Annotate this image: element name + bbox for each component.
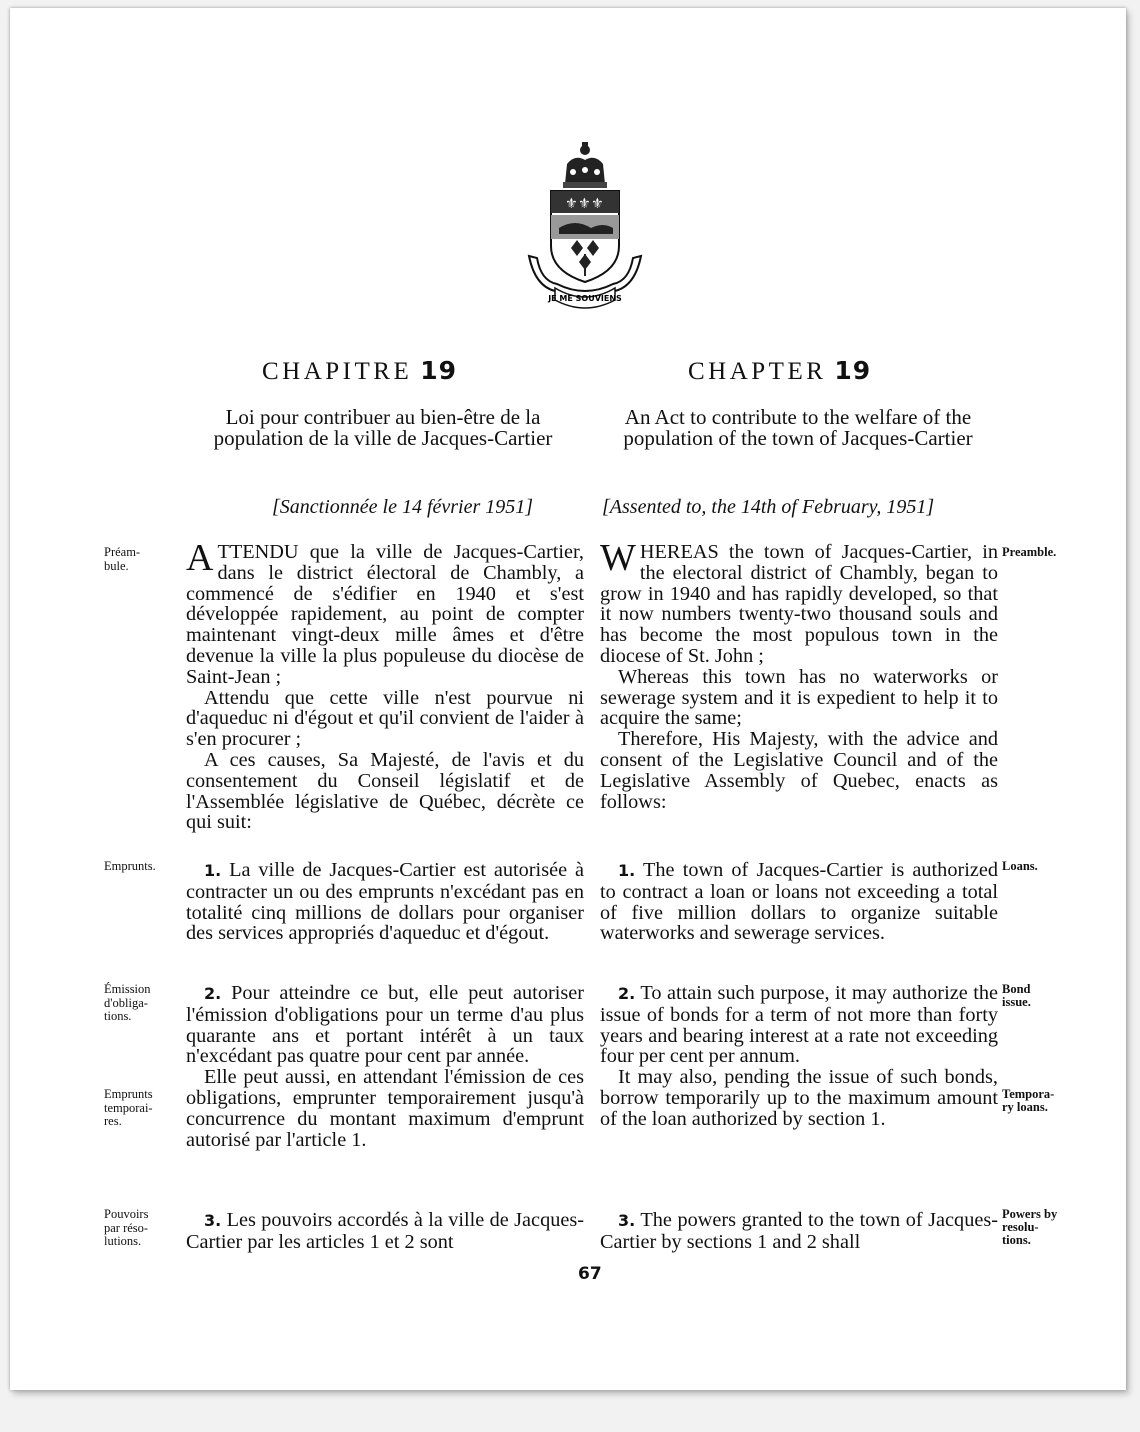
margin-note-powers-fr: Pouvoirs par réso- lutions. (104, 1207, 149, 1248)
drop-cap-en: W (600, 537, 636, 579)
section-1-text-en: The town of Jacques-Cartier is authorized to contract a loan or loans not exceeding a total of five million dollars to organize suitable waterworks and sewerage services. (600, 859, 998, 945)
chapter-heading-fr (262, 356, 457, 386)
margin-note-bonds-fr: Émission d'obliga- tions. (104, 982, 151, 1023)
shield-icon (551, 191, 619, 282)
section-2-en (600, 983, 998, 1130)
margin-note-preamble-fr: Préam- bule. (104, 545, 141, 573)
chapter-heading-en (688, 356, 871, 386)
crown-icon (563, 142, 607, 188)
page-number: 67 (578, 1264, 602, 1284)
assent-date-fr: [Sanctionnée le 14 février 1951] (272, 496, 534, 518)
chapter-number-fr: 19 (420, 356, 458, 385)
chapter-word-fr: CHAPITRE (262, 358, 413, 385)
section-2-text-fr: Pour atteindre ce but, elle peut autoriser l'émission d'obligations pour un terme d'au plus quarante ans et portant intérêt à un taux n'excédant pas quatre pour cent par année. (186, 982, 584, 1068)
preamble-fr (186, 537, 584, 834)
section-3-fr (186, 1210, 584, 1253)
margin-note-temp-fr: Emprunts temporai- res. (104, 1087, 153, 1128)
section-3-text-fr: Les pouvoirs accordés à la ville de Jacques-Cartier par les articles 1 et 2 sont (186, 1209, 584, 1253)
section-2-number-en: 2. (618, 984, 636, 1003)
preamble-fr-p1: TTENDU que la ville de Jacques-Cartier, dans le district électoral de Chambly, a commencé de s'édifier en 1940 et s'est développée rapidement, au point de compter maintenant vingt-deux mille âmes et d'être devenue la ville la plus populeuse du diocèse de Saint-Jean ; (186, 541, 584, 688)
preamble-en-p3: Therefore, His Majesty, with the advice and consent of the Legislative Council and of the Legislative Assembly of Quebec, enacts as follows: (600, 728, 998, 813)
preamble-fr-p3: A ces causes, Sa Majesté, de l'avis et du consentement du Conseil législatif et de l'Assemblée législative de Québec, décrète ce qui suit: (186, 748, 584, 834)
section-2-number-fr: 2. (204, 984, 222, 1003)
act-title-fr: Loi pour contribuer au bien-être de la population de la ville de Jacques-Cartier (213, 405, 553, 450)
act-title-en: An Act to contribute to the welfare of the population of the town of Jacques-Cartier (623, 405, 973, 450)
section-2-text-b-en: It may also, pending the issue of such bonds, borrow temporarily up to the maximum amount of the loan authorized by section 1. (600, 1066, 998, 1130)
margin-note-bonds-en: Bond issue. (1002, 982, 1031, 1009)
chapter-number-en: 19 (834, 356, 872, 385)
svg-text:⚜: ⚜ (591, 196, 604, 212)
section-3-text-en: The powers granted to the town of Jacques-Cartier by sections 1 and 2 shall (600, 1209, 998, 1253)
document-page (10, 8, 1126, 1390)
preamble-en (600, 537, 998, 813)
section-1-number-en: 1. (618, 861, 636, 880)
coat-of-arms-emblem (515, 136, 655, 316)
motto-text: JE ME SOUVIENS (548, 294, 622, 303)
section-2-text-b-fr: Elle peut aussi, en attendant l'émission de ces obligations, emprunter temporairement jusqu'à concurrence du montant maximum d'emprunt autorisé par l'article 1. (186, 1066, 584, 1151)
section-1-text-fr: La ville de Jacques-Cartier est autorisée à contracter un ou des emprunts n'excédant pas en totalité cinq millions de dollars pour organiser des services appropriés d'aqueduc et d'égout. (186, 859, 584, 945)
preamble-en-p1: HEREAS the town of Jacques-Cartier, in the electoral district of Chambly, began to grow in 1940 and has rapidly developed, so that it now numbers twenty-two thousand souls and has become the most populous town in the diocese of St. John ; (600, 541, 998, 667)
section-1-en (600, 860, 998, 944)
section-1-number-fr: 1. (204, 861, 222, 880)
margin-note-preamble-en: Preamble. (1002, 545, 1057, 559)
drop-cap-fr: A (186, 537, 214, 579)
preamble-fr-p2: Attendu que cette ville n'est pourvue ni d'aqueduc ni d'égout et qu'il convient de l'aider à s'en procurer ; (186, 686, 584, 751)
chapter-word-en: CHAPTER (688, 358, 827, 385)
svg-text:⚜: ⚜ (578, 196, 591, 212)
section-2-text-en: To attain such purpose, it may authorize the issue of bonds for a term of not more than forty years and bearing interest at a rate not exceeding four per cent per annum. (600, 982, 998, 1068)
margin-note-temp-en: Tempora- ry loans. (1002, 1087, 1055, 1114)
section-1-fr (186, 860, 584, 944)
preamble-en-p2: Whereas this town has no waterworks or sewerage system and it is expedient to help it to acquire the same; (600, 665, 998, 730)
section-3-number-fr: 3. (204, 1211, 222, 1230)
assent-date-en: [Assented to, the 14th of February, 1951] (602, 496, 935, 518)
margin-note-loans-fr: Emprunts. (104, 859, 156, 873)
section-2-fr (186, 983, 584, 1150)
section-3-number-en: 3. (618, 1211, 636, 1230)
svg-text:⚜: ⚜ (565, 196, 578, 212)
margin-note-powers-en: Powers by resolu- tions. (1002, 1207, 1058, 1247)
margin-note-loans-en: Loans. (1002, 859, 1038, 873)
section-3-en (600, 1210, 998, 1253)
